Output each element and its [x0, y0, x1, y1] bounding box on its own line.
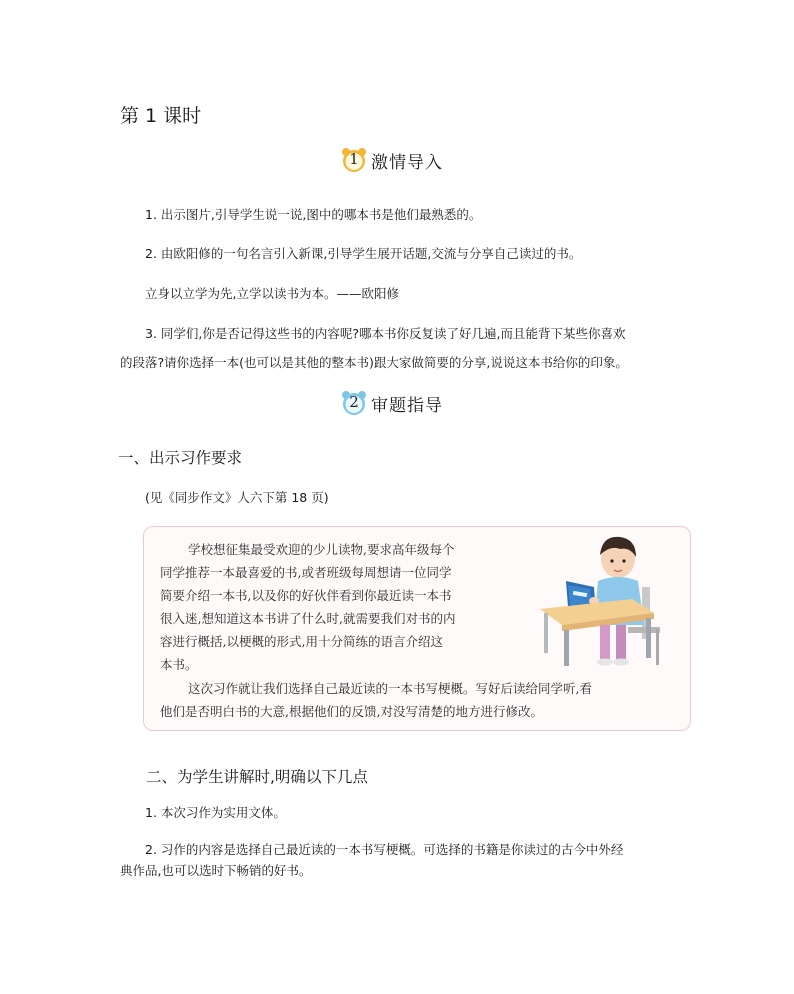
box-line: 同学推荐一本最喜爱的书,或者班级每周想请一位同学: [160, 565, 452, 580]
section-header-1: [341, 147, 443, 173]
lesson-title: 第 1 课时: [120, 105, 202, 127]
box-line: 学校想征集最受欢迎的少儿读物,要求高年级每个: [188, 542, 455, 557]
section-number-badge: 1: [341, 147, 367, 173]
reference-note: (见《同步作文》人六下第 18 页): [145, 490, 329, 505]
intro-item-3-line-2: 的段落?请你选择一本(也可以是其他的整本书)跟大家做简要的分享,说说这本书给你的印象。: [120, 355, 628, 370]
section-title: 激情导入: [371, 152, 443, 173]
box-line: 他们是否明白书的大意,根据他们的反馈,对没写清楚的地方进行修改。: [160, 704, 543, 719]
section-header-2: [341, 390, 443, 416]
boy-reading-illustration: [532, 529, 682, 669]
intro-item-3-line-1: 3. 同学们,你是否记得这些书的内容呢?哪本书你反复读了好几遍,而且能背下某些你喜欢: [145, 326, 626, 341]
box-line: 本书。: [160, 657, 198, 672]
box-line: 简要介绍一本书,以及你的好伙伴看到你最近读一本书: [160, 588, 452, 603]
guide-heading-1: 一、出示习作要求: [118, 449, 243, 467]
quote: 立身以立学为先,立学以读书为本。——欧阳修: [145, 286, 399, 301]
section-title: 审题指导: [371, 395, 443, 416]
point-1: 1. 本次习作为实用文体。: [145, 805, 286, 820]
point-2-line-1: 2. 习作的内容是选择自己最近读的一本书写梗概。可选择的书籍是你读过的古今中外经: [145, 842, 624, 857]
box-line: 容进行概括,以梗概的形式,用十分简练的语言介绍这: [160, 634, 443, 649]
box-line: 很入迷,想知道这本书讲了什么时,就需要我们对书的内: [160, 611, 456, 626]
requirement-box: [143, 526, 691, 731]
section-number-badge: 2: [341, 390, 367, 416]
box-line: 这次习作就让我们选择自己最近读的一本书写梗概。写好后读给同学听,看: [188, 681, 592, 696]
guide-heading-2: 二、为学生讲解时,明确以下几点: [146, 768, 368, 786]
intro-item-2: 2. 由欧阳修的一句名言引入新课,引导学生展开话题,交流与分享自己读过的书。: [145, 246, 582, 261]
intro-item-1: 1. 出示图片,引导学生说一说,图中的哪本书是他们最熟悉的。: [145, 207, 482, 222]
point-2-line-2: 典作品,也可以选时下畅销的好书。: [120, 863, 312, 878]
